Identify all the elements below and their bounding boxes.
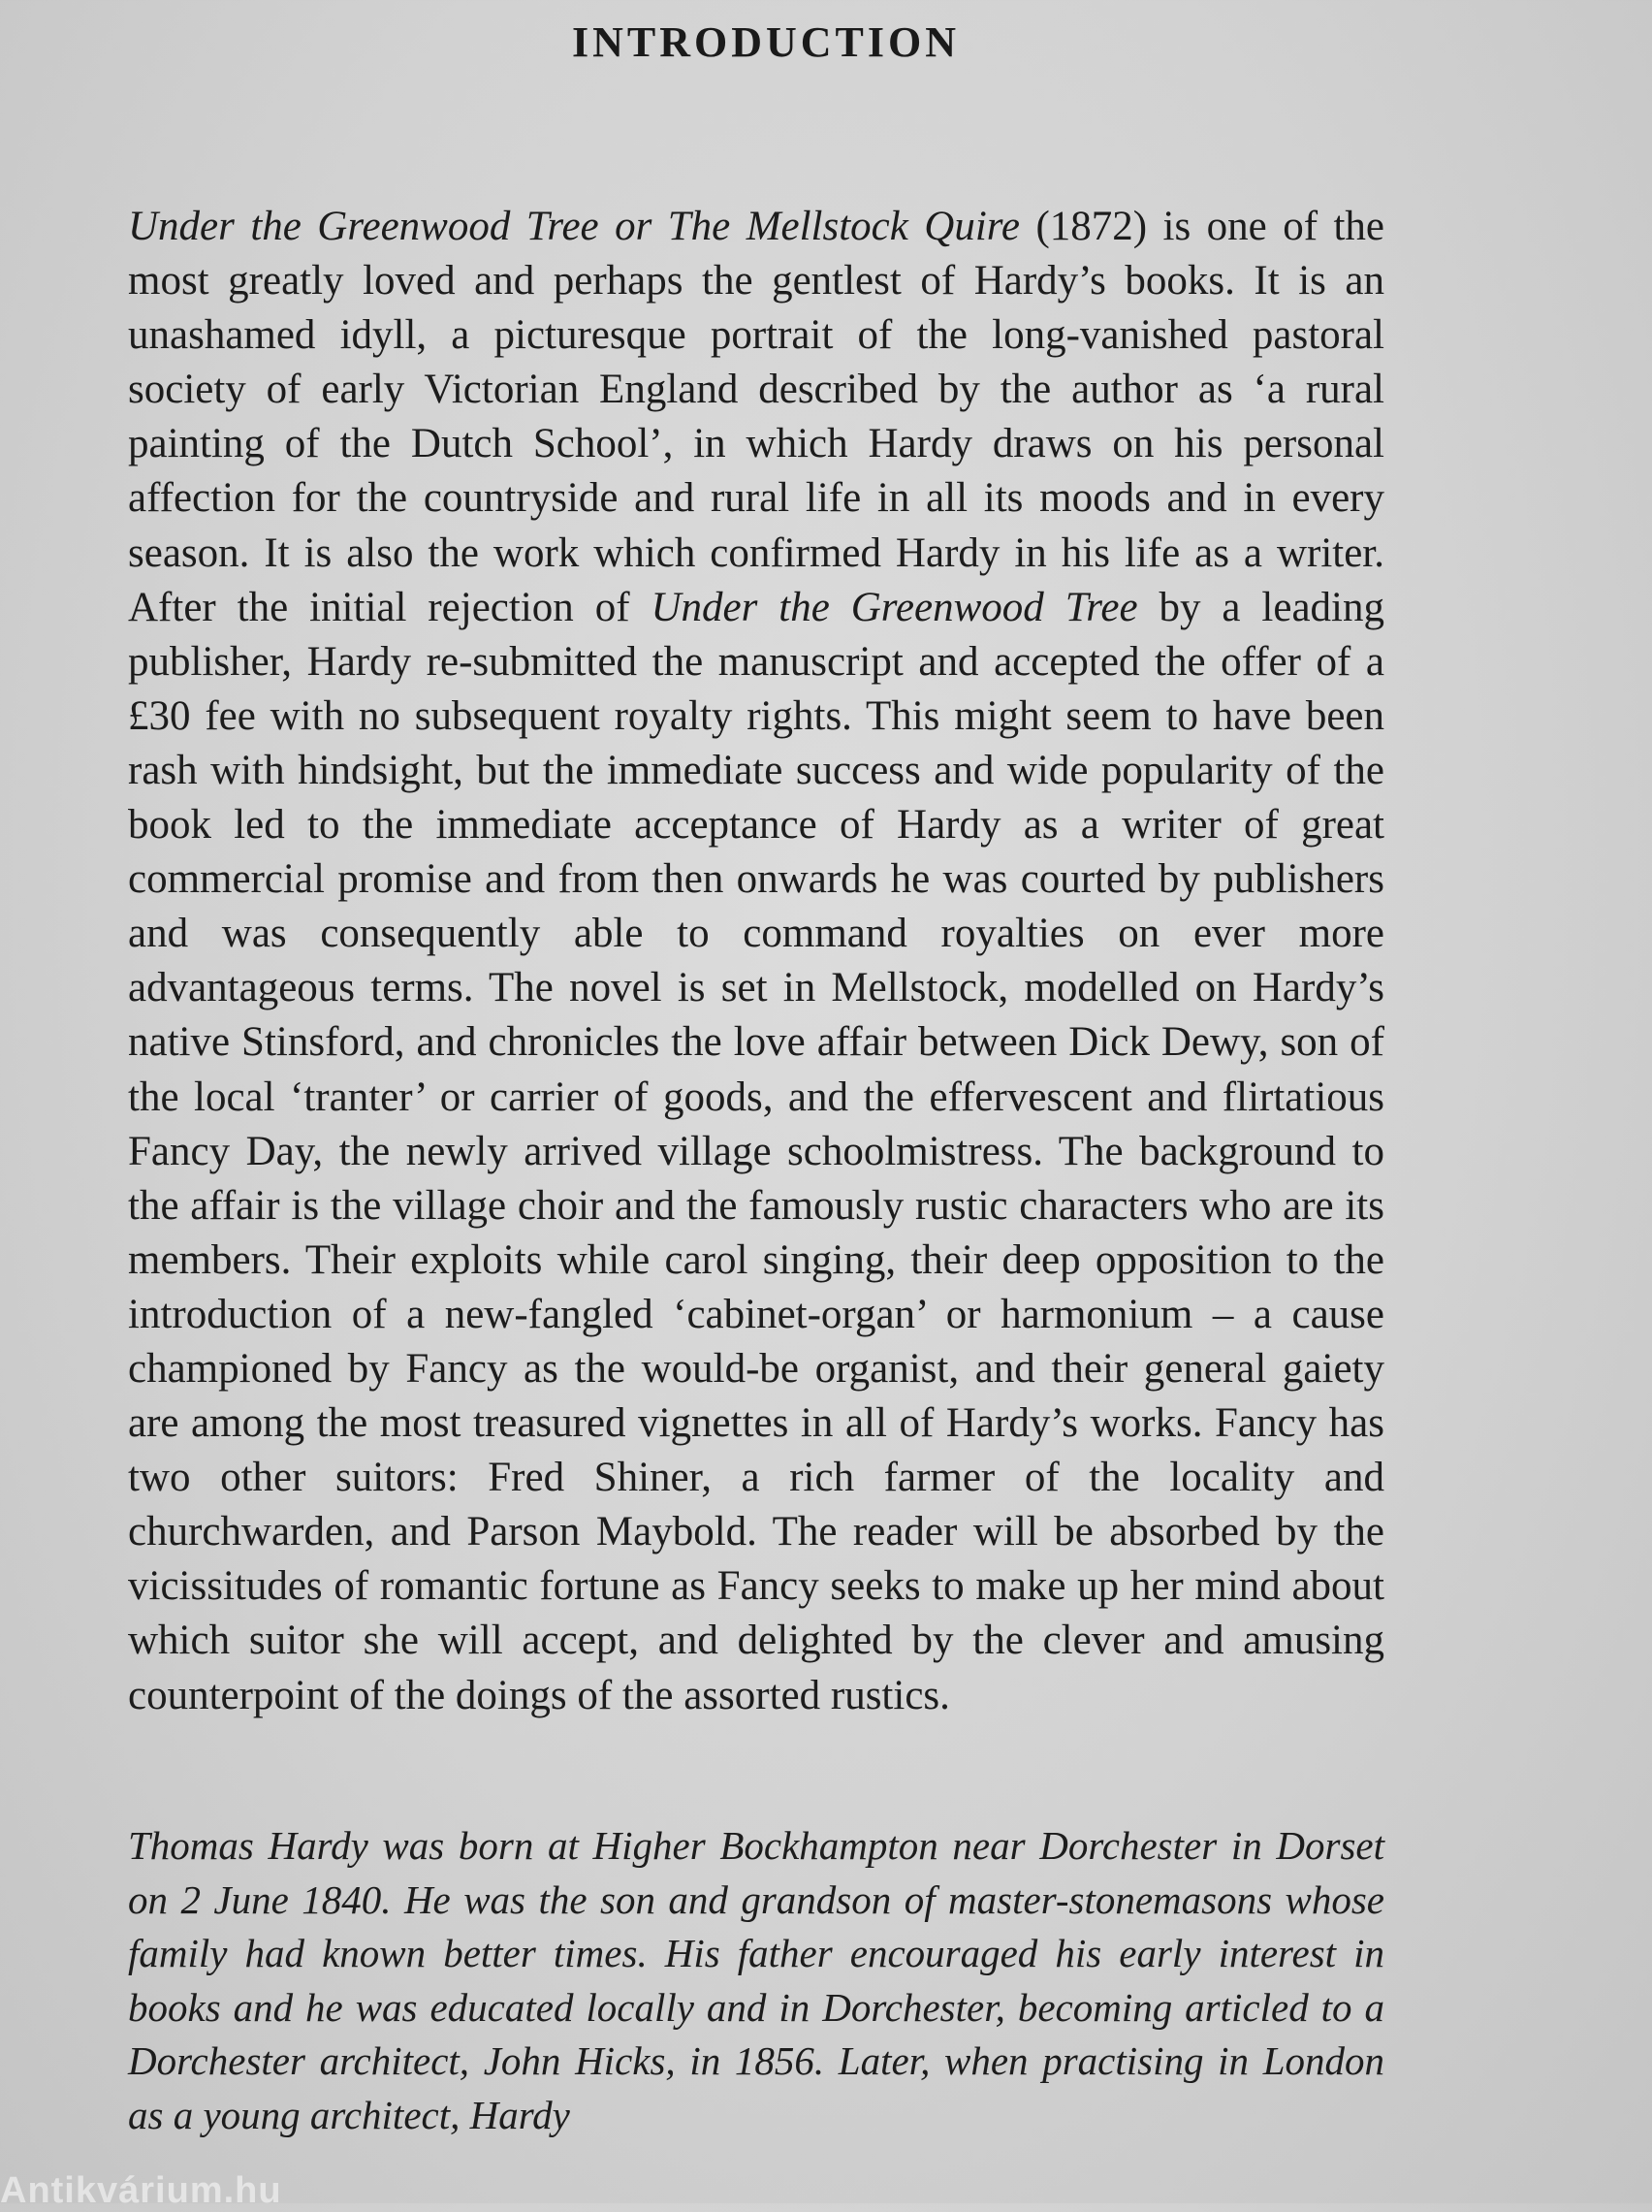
intro-paragraph-1 — [128, 200, 1384, 1723]
intro-paragraph-2: Thomas Hardy was born at Higher Bockhampton near Dorchester in Dorset on 2 June 1840. He was the son and grandson of master-stonemasons whose family had known better times. His father encouraged his early interest in books and he was educated locally and in Dorchester, becoming articled to a Dorchester architect, John Hicks, in 1856. Later, when practising in London as a young architect, Hardy — [128, 1823, 1384, 2137]
book-title-italic-2: Under the Greenwood Tree — [651, 584, 1138, 630]
book-title-italic: Under the Greenwood Tree or The Mellstock Quire — [128, 204, 1021, 249]
page-heading: INTRODUCTION — [571, 18, 961, 66]
watermark: Antikvárium.hu — [0, 2170, 282, 2211]
paragraph-text-a: (1872) is one of the most greatly loved and perhaps the gentlest of Hardy’s books. It is an unashamed idyll, a picturesque portrait of the long-vanished pastoral society of early Victorian England described by the author as ‘a rural painting of the Dutch School’, in which Hardy draws on his personal affection for the countryside and rural life in all its moods and in every season. It is also the work which confirmed Hardy in his life as a writer. After the initial rejection of — [128, 204, 1384, 630]
paragraph-text-b: by a leading publisher, Hardy re-submitted the manuscript and accepted the offer of a £30 fee with no subsequent royalty rights. This might seem to have been rash with hindsight, but the immediate success and wide popularity of the book led to the immediate acceptance of Hardy as a writer of great commercial promise and from then onwards he was courted by publishers and was consequently able to command royalties on ever more advantageous terms. The novel is set in Mellstock, modelled on Hardy’s native Stinsford, and chronicles the love affair between Dick Dewy, son of the local ‘tranter’ or carrier of goods, and the effervescent and flirtatious Fancy Day, the newly arrived village schoolmistress. The background to the affair is the village choir and the famously rustic characters who are its members. Their exploits while carol singing, their deep opposition to the introduction of a new-fangled ‘cabinet-organ’ or harmonium – a cause championed by Fancy as the would-be organist, and their general gaiety are among the most treasured vignettes in all of Hardy’s works. Fancy has two other suitors: Fred Shiner, a rich farmer of the locality and churchwarden, and Parson Maybold. The reader will be absorbed by the vicissitudes of romantic fortune as Fancy seeks to make up her mind about which suitor she will accept, and delighted by the clever and amusing counterpoint of the doings of the assorted rustics. — [128, 584, 1384, 1718]
